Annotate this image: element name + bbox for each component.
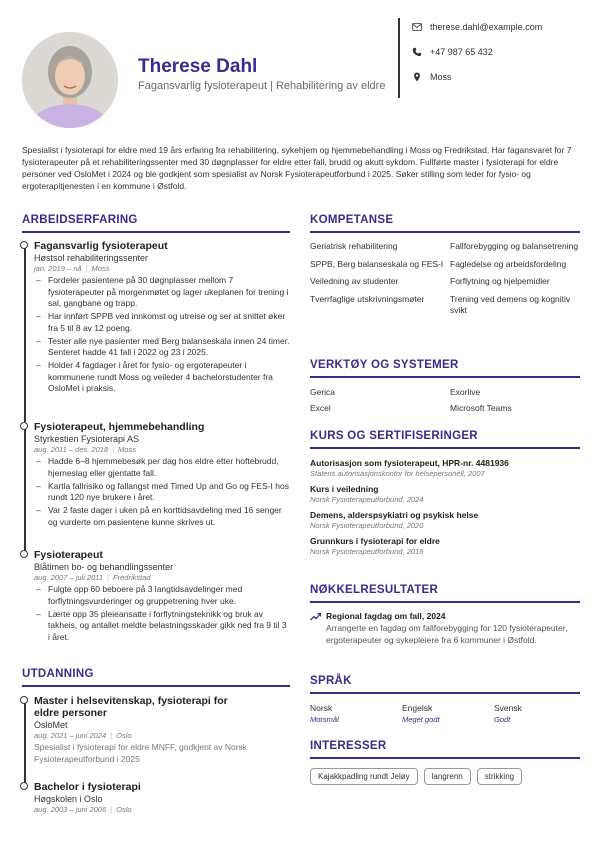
section-rule-interests [310, 757, 580, 759]
interest-chip: strikking [477, 768, 522, 785]
section-title-education: UTDANNING [22, 668, 94, 680]
timeline-dot [20, 782, 28, 790]
email-text: therese.dahl@example.com [430, 22, 543, 32]
language-name: Norsk [310, 703, 333, 713]
tool-item: Exorlive [450, 387, 481, 397]
tools-list [310, 387, 580, 413]
course-entry [310, 458, 580, 478]
experience-list-3 [22, 549, 290, 645]
job-bullets [34, 584, 290, 643]
course-org: Norsk Fysioterapeutforbund, 2020 [310, 521, 424, 530]
contact-email[interactable] [412, 22, 592, 32]
location-pin-icon [412, 72, 422, 82]
timeline-dot [20, 696, 28, 704]
language-name: Engelsk [402, 703, 433, 713]
course-entry [310, 536, 580, 556]
job-bullet: – Fulgte opp 60 beboere på 3 langtidsavdelinger med forflytningsvurderinger og gruppetrening hver uke. [34, 584, 290, 607]
course-title: Kurs i veiledning [310, 484, 379, 494]
section-title-languages: SPRÅK [310, 675, 352, 687]
section-title-tools: VERKTØY OG SYSTEMER [310, 359, 459, 371]
job-entry [22, 240, 290, 395]
course-title: Autorisasjon som fysioterapeut, HPR-nr. 4481936 [310, 458, 509, 468]
education-note: Spesialist i fysioterapi for eldre MNFF, godkjent av Norsk Fysioterapeutforbund i 2025 [34, 742, 248, 764]
section-rule-courses [310, 447, 580, 449]
results-list [310, 611, 580, 646]
course-org: Statens autorisasjonskontor for helsepersonell, 2007 [310, 469, 485, 478]
job-bullet: – Hadde 6–8 hjemmebesøk per dag hos eldre etter hoftebrudd, hjerneslag eller gjentatte fall. [34, 456, 290, 479]
degree-title: Bachelor i fysioterapi [34, 781, 141, 793]
tool-item: Microsoft Teams [450, 403, 512, 413]
job-bullet: – Lærte opp 35 pleieansatte i forflytningsteknikk og bruk av takheis, og antallet meldte belastningsskader gikk ned fra 9 til 3 i året. [34, 609, 290, 644]
experience-list-2 [22, 421, 290, 530]
profile-summary: Spesialist i fysioterapi for eldre med 19 års erfaring fra rehabilitering, sykehjem og hjemmebehandling i Moss og Fredrikstad. Har fagansvaret for 7 fysioterapeuter på et rehabiliteringssenter med 30 døgnplasser for eldre etter fall, brudd og akutt sykdom. Fullførte master i fysioterapi for eldre personer ved OsloMet i 2024 og ble godkjent som spesialist av Norsk Fysioterapeutforbund i 2025. Søker stilling som leder for fysio- og ergoterapitjenesten i en kommune i Østfold. [22, 145, 572, 191]
language-entry [494, 703, 580, 724]
result-text: Arrangerte en fagdag om fallforebygging for 120 fysioterapeuter, ergoterapeuter og sykepleiere fra 6 kommuner i Østfold. [326, 623, 568, 645]
job-meta: jan. 2019 – nå | Moss [34, 264, 110, 273]
language-entry [402, 703, 494, 724]
job-bullet: – Har innført SPPB ved innkomst og utreise og ser at snittet øker fra 5 til 8 av 12 poeng. [34, 311, 290, 334]
job-bullet: – Fordeler pasientene på 30 døgnplasser mellom 7 fysioterapeuter på morgenmøtet og lager ukeplanen for trening i sal, gangbane og trapp. [34, 275, 290, 310]
job-bullets [34, 456, 290, 528]
language-level: Morsmål [310, 715, 339, 724]
competence-item: Tverrfaglige utskrivningsmøter [310, 293, 425, 304]
job-title: Fysioterapeut, hjemmebehandling [34, 421, 205, 433]
interest-chip: Kajakkpadling rundt Jeløy [310, 768, 418, 785]
tagline: Fagansvarlig fysioterapeut | Rehabilitering av eldre [138, 80, 386, 92]
section-rule-tools [310, 376, 580, 378]
job-bullet: – Tester alle nye pasienter med Berg balanseskala innen 24 timer. Senteret hadde 41 fall i 2022 og 23 i 2025. [34, 336, 290, 359]
education-list [22, 695, 290, 765]
course-org: Norsk Fysioterapeutforbund, 2016 [310, 547, 424, 556]
section-title-results: NØKKELRESULTATER [310, 584, 439, 596]
education-meta: aug. 2021 – juni 2024 | Oslo [34, 731, 132, 740]
job-org: Blåtimen bo- og behandlingssenter [34, 562, 174, 572]
section-title-experience: ARBEIDSERFARING [22, 214, 138, 226]
contact-phone[interactable] [412, 47, 592, 57]
language-level: Godt [494, 715, 511, 724]
competence-item: Fallforebygging og balansetrening [450, 241, 579, 251]
education-meta: aug. 2003 – juni 2006 | Oslo [34, 805, 132, 814]
job-bullet: – Holder 4 fagdager i året for fysio- og ergoterapeuter i kommunene rundt Moss og veileder 4 bachelorstudenter fra OsloMet i praksis. [34, 360, 290, 395]
result-entry [310, 611, 580, 646]
trend-up-icon [310, 612, 321, 621]
job-entry [22, 549, 290, 643]
competence-list [310, 241, 580, 317]
language-entry [310, 703, 402, 724]
section-title-courses: KURS OG SERTIFISERINGER [310, 430, 478, 442]
interest-chip: langrenn [424, 768, 471, 785]
header-divider [398, 18, 400, 98]
contact-location [412, 72, 592, 82]
avatar [22, 32, 118, 128]
portrait-image [22, 32, 118, 128]
timeline-dot [20, 550, 28, 558]
language-name: Svensk [494, 703, 522, 713]
section-rule-experience [22, 231, 290, 233]
courses-list [310, 458, 580, 556]
mail-icon [412, 22, 422, 32]
competence-item: Trening ved demens og kognitiv svikt [450, 293, 571, 315]
competence-item: SPPB, Berg balanseskala og FES-I [310, 258, 444, 269]
education-list-2 [22, 781, 290, 814]
school-name: Høgskolen i Oslo [34, 794, 103, 804]
competence-item: Geriatrisk rehabilitering [310, 241, 398, 251]
language-level: Meget godt [402, 715, 440, 724]
phone-icon [412, 47, 422, 57]
job-meta: aug. 2007 – juli 2011 | Fredrikstad [34, 573, 151, 582]
competence-item: Veiledning av studenter [310, 276, 399, 286]
job-bullet: – Var 2 faste dager i uken på en korttidsavdeling med 16 senger og vurderte om pasientene kunne skrives ut. [34, 505, 290, 528]
job-title: Fysioterapeut [34, 549, 103, 561]
competence-item: Forflytning og hjelpemidler [450, 276, 550, 286]
full-name: Therese Dahl [138, 56, 258, 77]
section-rule-results [310, 601, 580, 603]
school-name: OsloMet [34, 720, 68, 730]
experience-list [22, 240, 290, 396]
tool-item: Gerica [310, 387, 336, 397]
section-rule-education [22, 685, 290, 687]
education-entry [22, 781, 290, 814]
course-entry [310, 484, 580, 504]
job-bullets [34, 275, 290, 395]
result-title: Regional fagdag om fall, 2024 [326, 611, 446, 621]
interests-list [310, 768, 580, 785]
job-org: Styrkestien Fysioterapi AS [34, 434, 140, 444]
job-org: Høstsol rehabiliteringssenter [34, 253, 149, 263]
education-entry [22, 695, 290, 765]
section-rule-competence [310, 231, 580, 233]
job-title: Fagansvarlig fysioterapeut [34, 240, 168, 252]
tool-item: Excel [310, 403, 331, 413]
section-rule-languages [310, 692, 580, 694]
timeline-dot [20, 241, 28, 249]
job-meta: aug. 2011 – des. 2018 | Moss [34, 445, 136, 454]
competence-item: Fagledelse og arbeidsfordeling [450, 258, 567, 269]
location-text: Moss [430, 72, 452, 82]
course-org: Norsk Fysioterapeutforbund, 2024 [310, 495, 424, 504]
course-title: Demens, alderspsykiatri og psykisk helse [310, 510, 479, 520]
languages-list [310, 703, 580, 724]
job-entry [22, 421, 290, 528]
section-title-interests: INTERESSER [310, 740, 387, 752]
phone-text: +47 987 65 432 [430, 47, 493, 57]
timeline-dot [20, 422, 28, 430]
course-entry [310, 510, 580, 530]
course-title: Grunnkurs i fysioterapi for eldre [310, 536, 440, 546]
degree-title: Master i helsevitenskap, fysioterapi for eldre personer [34, 695, 228, 719]
section-title-competence: KOMPETANSE [310, 214, 394, 226]
job-bullet: – Kartla fallrisiko og fallangst med Timed Up and Go og FES-I hos rundt 120 nye brukere i året. [34, 481, 290, 504]
